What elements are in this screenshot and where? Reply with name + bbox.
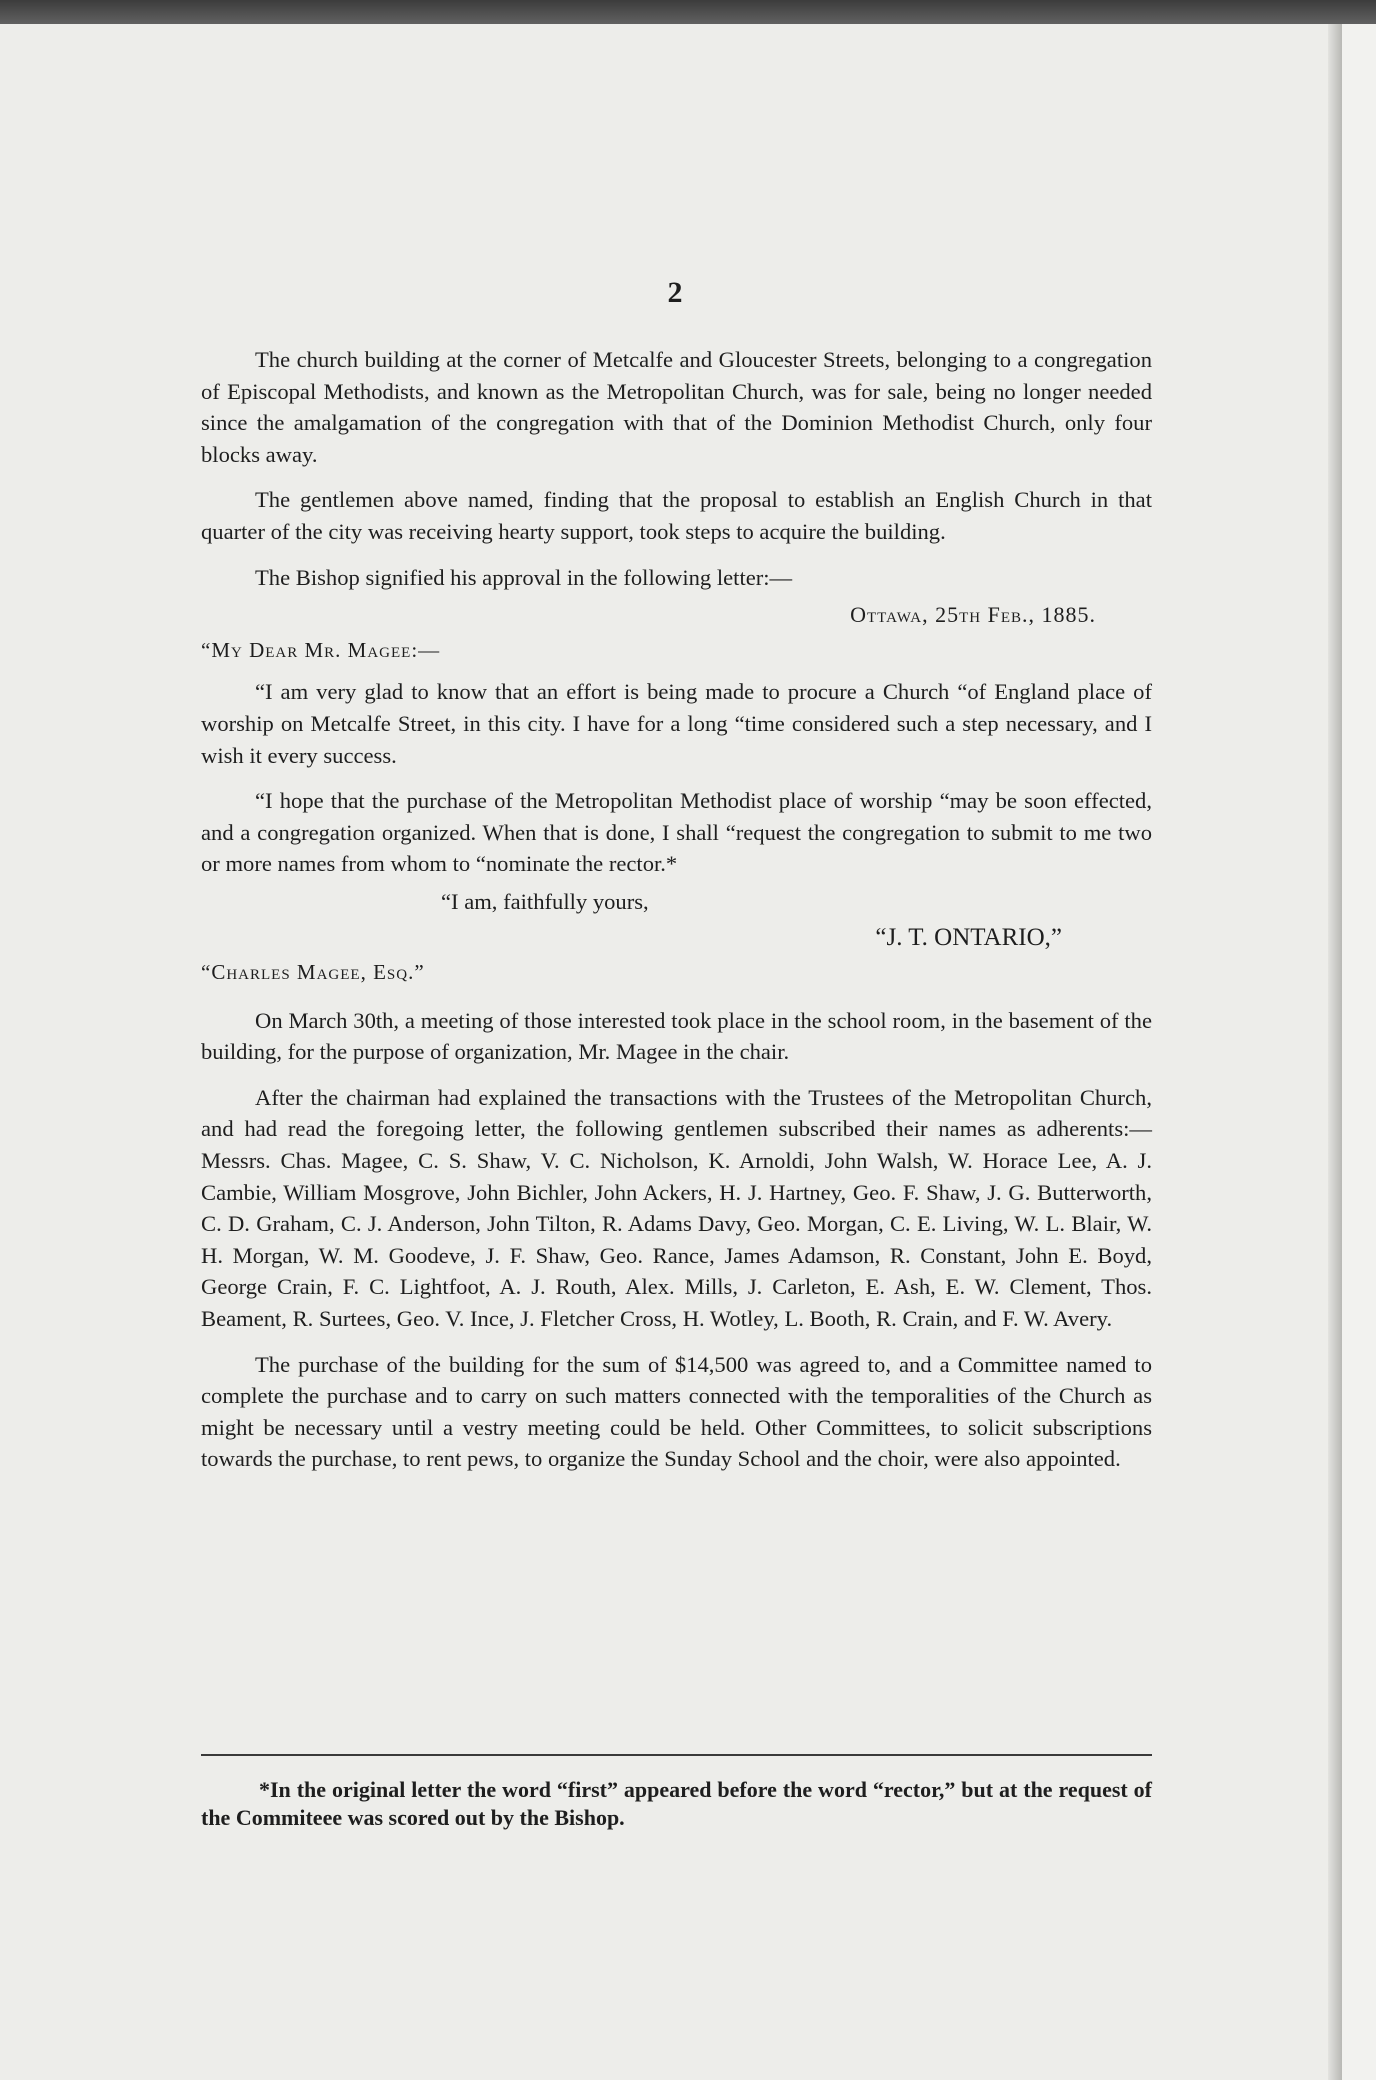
letter-addressee: “Charles Magee, Esq.” <box>201 960 425 985</box>
letter-dateline: Ottawa, 25th Feb., 1885. <box>850 602 1096 628</box>
page-number: 2 <box>667 276 683 309</box>
letter-closing: “I am, faithfully yours, <box>441 888 649 914</box>
paragraph-purchase: The purchase of the building for the sum of $14,500 was agreed to, and a Committee named to complete the purchase and to carry on such matters connected with the temporalities of the Church as might be necessary until a vestry meeting could be held. Other Committees, to solicit subscriptions towards the purchase, to rent pews, to organize the Sunday School and the choir, were also appointed. <box>201 1351 1152 1472</box>
page-edge-shadow <box>1328 24 1342 2080</box>
paragraph-meeting: On March 30th, a meeting of those interested took place in the school room, in the basement of the building, for the purpose of organization, Mr. Magee in the chair. <box>201 1007 1152 1065</box>
footnote <box>201 1776 1152 1832</box>
letter-body-paragraph-1: “I am very glad to know that an effort is being made to procure a Church “of England place of worship on Metcalfe Street, in this city. I have for a long “time considered such a step necessary, and I wish it every success. <box>201 679 1152 768</box>
paragraph-adherents: After the chairman had explained the transactions with the Trustees of the Metropolitan Church, and had read the foregoing letter, the following gentlemen subscribed their names as adherents:—Messrs. Chas. Magee, C. S. Shaw, V. C. Nicholson, K. Arnoldi, John Walsh, W. Horace Lee, A. J. Cambie, William Mosgrove, John Bichler, John Ackers, H. J. Hartney, Geo. F. Shaw, J. G. Butterworth, C. D. Graham, C. J. Anderson, John Tilton, R. Adams Davy, Geo. Morgan, C. E. Living, W. L. Blair, W. H. Morgan, W. M. Goodeve, J. F. Shaw, Geo. Rance, James Adamson, R. Constant, John E. Boyd, George Crain, F. C. Lightfoot, A. J. Routh, Alex. Mills, J. Carleton, E. Ash, E. W. Clement, Thos. Beament, R. Surtees, Geo. V. Ince, J. Fletcher Cross, H. Wotley, L. Booth, R. Crain, and F. W. Avery. <box>201 1084 1152 1332</box>
letter-body-paragraph-2: “I hope that the purchase of the Metropolitan Methodist place of worship “may be soon effected, and a congregation organized. When that is done, I shall “request the congregation to submit to me two or more names from whom to “nominate the rector.* <box>201 788 1152 877</box>
paragraph-gentlemen: The gentlemen above named, finding that the proposal to establish an English Church in that quarter of the city was receiving hearty support, took steps to acquire the building. <box>201 487 1152 544</box>
page-body <box>201 344 1152 1489</box>
scan-right-margin <box>1342 24 1376 2080</box>
paragraph-bishop-approval: The Bishop signified his approval in the following letter:— <box>255 564 793 590</box>
footnote-divider <box>201 1754 1152 1756</box>
footnote-text: *In the original letter the word “first” appeared before the word “rector,” but at the request of the Commiteee was scored out by the Bishop. <box>201 1777 1152 1830</box>
letter-signature: “J. T. ONTARIO,” <box>875 923 1062 951</box>
letter-salutation: “My Dear Mr. Magee:— <box>201 637 441 662</box>
document-page <box>0 24 1338 2080</box>
paragraph-church-building: The church building at the corner of Metcalfe and Gloucester Streets, belonging to a congregation of Episcopal Methodists, and known as the Metropolitan Church, was for sale, being no longer needed since the amalgamation of the congregation with that of the Dominion Methodist Church, only four blocks away. <box>201 347 1152 467</box>
